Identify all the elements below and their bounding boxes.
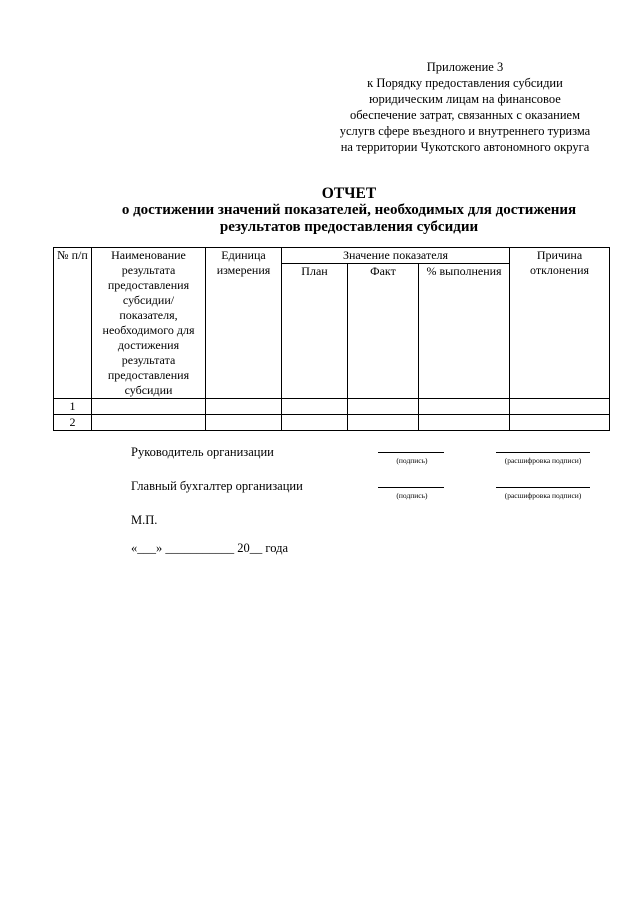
table-row (54, 415, 610, 431)
appendix-line: услугв сфере въездного и внутреннего туризма (339, 124, 591, 138)
report-title-main: ОТЧЕТ (321, 185, 377, 202)
header-fact: Факт (348, 264, 419, 399)
header-percent: % выполнения (419, 264, 510, 399)
header-plan: План (282, 264, 348, 399)
table-cell[interactable] (510, 415, 610, 431)
row-number: 2 (54, 415, 92, 431)
accountant-signature-line[interactable] (378, 487, 444, 488)
accountant-label: Главный бухгалтер организации (131, 479, 303, 493)
head-signature-line[interactable] (378, 452, 444, 453)
table-cell[interactable] (348, 415, 419, 431)
accountant-decode-caption: (расшифровка подписи) (504, 491, 582, 500)
header-reason: Причина отклонения (510, 248, 610, 399)
table-cell[interactable] (206, 399, 282, 415)
head-label: Руководитель организации (131, 445, 274, 459)
table-cell[interactable] (206, 415, 282, 431)
accountant-signature-caption: (подпись) (396, 491, 428, 500)
stamp-label: М.П. (131, 513, 158, 527)
table-cell[interactable] (419, 399, 510, 415)
appendix-line: к Порядку предоставления субсидии (367, 76, 563, 90)
appendix-line: юридическим лицам на финансовое (369, 92, 561, 106)
date-line: «___» ___________ 20__ года (131, 541, 288, 555)
appendix-header (300, 59, 630, 155)
report-table (53, 247, 610, 431)
table-cell[interactable] (92, 415, 206, 431)
report-title (60, 185, 638, 236)
table-cell[interactable] (510, 399, 610, 415)
appendix-line: на территории Чукотского автономного округа (340, 140, 590, 154)
row-number: 1 (54, 399, 92, 415)
header-name: Наименование результата предоставления субсидии/показателя, необходимого для достижения результата предоставления субсидии (92, 248, 206, 399)
table-cell[interactable] (282, 415, 348, 431)
table-cell[interactable] (348, 399, 419, 415)
appendix-line: обеспечение затрат, связанных с оказанием (349, 108, 581, 122)
head-decode-caption: (расшифровка подписи) (504, 456, 582, 465)
head-decode-line[interactable] (496, 452, 590, 453)
report-title-line: результатов предоставления субсидии (219, 219, 479, 235)
report-title-line: о достижении значений показателей, необходимых для достижения (121, 202, 577, 218)
header-value: Значение показателя (282, 248, 510, 264)
accountant-decode-line[interactable] (496, 487, 590, 488)
header-number: № п/п (54, 248, 92, 399)
table-cell[interactable] (419, 415, 510, 431)
table-row (54, 399, 610, 415)
table-cell[interactable] (282, 399, 348, 415)
appendix-line: Приложение 3 (426, 60, 504, 74)
head-signature-caption: (подпись) (396, 456, 428, 465)
header-unit: Единица измерения (206, 248, 282, 399)
table-cell[interactable] (92, 399, 206, 415)
